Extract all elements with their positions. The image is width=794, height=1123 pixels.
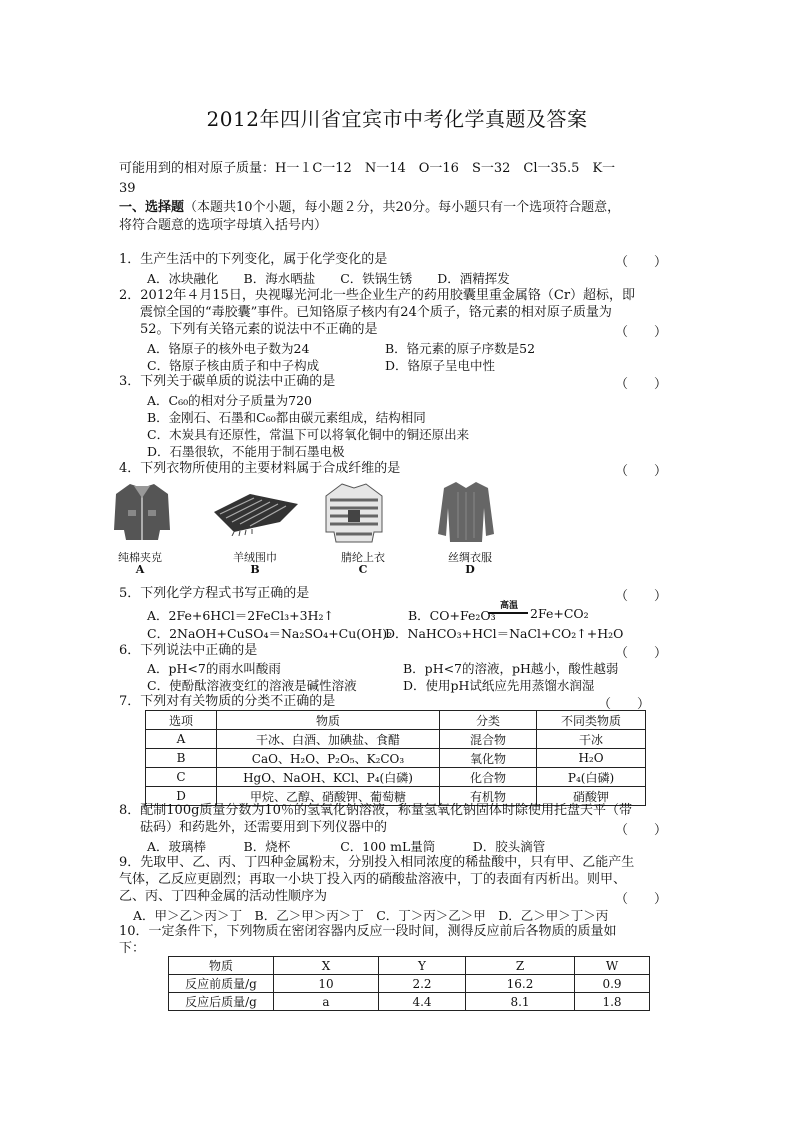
table-cell: 反应前质量/g <box>169 975 274 993</box>
table-header-cell: Z <box>466 957 575 975</box>
q5-option-b-right: 2Fe+CO₂ <box>530 606 589 621</box>
q7-answer-paren: （ ） <box>598 697 651 712</box>
table-cell: 1.8 <box>575 993 650 1011</box>
table-header-cell: W <box>575 957 650 975</box>
table-cell: 8.1 <box>466 993 575 1011</box>
q3-option-a: A．C₆₀的相对分子质量为720 <box>147 393 312 408</box>
q5-stem: 5．下列化学方程式书写正确的是 <box>119 586 310 601</box>
jacket-image <box>112 480 172 544</box>
q6-option-a: A．pH<7的雨水叫酸雨 <box>147 661 281 676</box>
q1-answer-paren: （ ） <box>615 255 668 270</box>
table-row <box>146 749 646 768</box>
table-cell: 16.2 <box>466 975 575 993</box>
q8-options: A．玻璃棒 B．烧杯 C．100 mL量筒 D．胶头滴管 <box>147 839 546 854</box>
table-cell: 干冰、白酒、加碘盐、食醋 <box>217 730 440 749</box>
q2-option-b: B．铬元素的原子序数是52 <box>385 341 536 356</box>
q4-caption-c: 腈纶上衣 <box>341 551 385 564</box>
q4-caption-d: 丝绸衣服 <box>448 551 492 564</box>
q9-line-1: 9．先取甲、乙、丙、丁四种金属粉末，分别投入相同浓度的稀盐酸中，只有甲、乙能产生 <box>119 855 635 870</box>
q8-line-2: 砝码）和药匙外，还需要用到下列仪器中的 <box>140 820 388 835</box>
table-cell: B <box>146 749 217 768</box>
table-cell: 4.4 <box>379 993 466 1011</box>
table-cell: 10 <box>274 975 379 993</box>
equation-equals-bar <box>488 612 528 614</box>
table-cell: P₄(白磷) <box>537 768 646 787</box>
atomic-mass-line-2: 39 <box>119 181 136 196</box>
table-cell: 甲烷、乙醇、硝酸钾、葡萄糖 <box>217 787 440 806</box>
q1-stem: 1．生产生活中的下列变化，属于化学变化的是 <box>119 252 388 267</box>
q2-answer-paren: （ ） <box>615 325 668 340</box>
section-title: 一、选择题 <box>119 200 185 215</box>
q2-line-3: 52。下列有关铬元素的说法中不正确的是 <box>140 322 378 337</box>
table-header-cell: Y <box>379 957 466 975</box>
section-desc-2: 将符合题意的选项字母填入括号内） <box>119 218 328 233</box>
table-cell: 反应后质量/g <box>169 993 274 1011</box>
table-header-cell: X <box>274 957 379 975</box>
table-header-row <box>146 711 646 730</box>
page-title: 2012年四川省宜宾市中考化学真题及答案 <box>206 107 588 131</box>
q4-letter-d: D <box>465 563 475 576</box>
table-cell: 化合物 <box>440 768 537 787</box>
q9-line-3: 乙、丙、丁四种金属的活动性顺序为 <box>119 889 328 904</box>
q2-line-2: 震惊全国的“毒胶囊”事件。已知铬原子核内有24个质子，铬元素的相对原子质量为 <box>140 305 612 320</box>
q6-answer-paren: （ ） <box>615 646 668 661</box>
q5-condition: 高温 <box>500 601 519 611</box>
table-header-cell: 物质 <box>217 711 440 730</box>
q8-answer-paren: （ ） <box>615 823 668 838</box>
q5-answer-paren: （ ） <box>615 589 668 604</box>
section-desc: （本题共10个小题，每小题２分，共20分。每小题只有一个选项符合题意， <box>184 200 621 215</box>
q6-option-c: C．使酚酞溶液变红的溶液是碱性溶液 <box>147 678 357 693</box>
q4-answer-paren: （ ） <box>615 464 668 479</box>
table-row <box>146 730 646 749</box>
q10-table <box>168 956 650 1011</box>
q5-option-d: D．NaHCO₃+HCl＝NaCl+CO₂↑+H₂O <box>385 626 624 641</box>
table-cell: 氧化物 <box>440 749 537 768</box>
table-cell: 硝酸钾 <box>537 787 646 806</box>
q6-option-d: D．使用pH试纸应先用蒸馏水润湿 <box>403 678 595 693</box>
q4-caption-a: 纯棉夹克 <box>118 551 162 564</box>
acrylic-sweater-image <box>322 480 386 544</box>
table-cell: HgO、NaOH、KCl、P₄(白磷) <box>217 768 440 787</box>
q4-letter-b: B <box>250 563 260 576</box>
q5-option-c: C．2NaOH+CuSO₄＝Na₂SO₄+Cu(OH)₂ <box>147 626 393 641</box>
table-cell: 干冰 <box>537 730 646 749</box>
table-header-cell: 选项 <box>146 711 217 730</box>
q4-letter-a: A <box>135 563 145 576</box>
table-header-cell: 分类 <box>440 711 537 730</box>
table-row <box>169 975 650 993</box>
table-cell: 有机物 <box>440 787 537 806</box>
table-cell: 2.2 <box>379 975 466 993</box>
q3-option-d: D．石墨很软，不能用于制石墨电极 <box>147 444 345 459</box>
table-cell: a <box>274 993 379 1011</box>
q7-stem: 7．下列对有关物质的分类不正确的是 <box>119 694 336 709</box>
table-cell: C <box>146 768 217 787</box>
table-cell: 混合物 <box>440 730 537 749</box>
q3-option-b: B．金刚石、石墨和C₆₀都由碳元素组成，结构相同 <box>147 410 426 425</box>
table-cell: A <box>146 730 217 749</box>
q1-options: A．冰块融化 B．海水晒盐 C．铁锅生锈 D．酒精挥发 <box>147 271 510 286</box>
table-cell: D <box>146 787 217 806</box>
q10-line-1: 10．一定条件下，下列物质在密闭容器内反应一段时间，测得反应前后各物质的质量如 <box>119 924 617 939</box>
q5-option-a: A．2Fe+6HCl＝2FeCl₃+3H₂↑ <box>147 608 334 623</box>
silk-dress-image <box>436 478 496 546</box>
q10-line-2: 下： <box>119 941 146 956</box>
scarf-image <box>210 490 302 536</box>
table-header-cell: 物质 <box>169 957 274 975</box>
q5-option-b-left: B．CO+Fe₂O₃ <box>408 608 496 623</box>
q3-option-c: C．木炭具有还原性，常温下可以将氧化铜中的铜还原出来 <box>147 427 470 442</box>
q2-option-d: D．铬原子呈电中性 <box>385 358 496 373</box>
q2-option-a: A．铬原子的核外电子数为24 <box>147 341 310 356</box>
table-cell: 0.9 <box>575 975 650 993</box>
q9-options: A．甲＞乙＞丙＞丁 B．乙＞甲＞丙＞丁 C．丁＞丙＞乙＞甲 D．乙＞甲＞丁＞丙 <box>133 908 609 923</box>
q9-line-2: 气体，乙反应更剧烈；再取一小块丁投入丙的硝酸盐溶液中，丁的表面有丙析出。则甲、 <box>119 872 627 887</box>
section-heading <box>119 199 620 216</box>
q3-stem: 3．下列关于碳单质的说法中正确的是 <box>119 374 336 389</box>
q8-line-1: 8．配制100g质量分数为10％的氢氧化钠溶液，称量氢氧化钠固体时除使用托盘天平（带 <box>119 803 632 818</box>
table-row <box>146 768 646 787</box>
q2-option-c: C．铬原子核由质子和中子构成 <box>147 358 320 373</box>
atomic-mass-line: 可能用到的相对原子质量：H一１C一12 N一14 O一16 S一32 Cl一35.5 K一 <box>119 161 616 176</box>
q4-letter-c: C <box>358 563 368 576</box>
q6-option-b: B．pH<7的溶液，pH越小，酸性越弱 <box>403 661 619 676</box>
table-header-cell: 不同类物质 <box>537 711 646 730</box>
q2-line-1: 2．2012年４月15日，央视曝光河北一些企业生产的药用胶囊里重金属铬（Cr）超标，即 <box>119 288 636 303</box>
q7-table <box>145 710 646 806</box>
q3-answer-paren: （ ） <box>615 377 668 392</box>
table-cell: H₂O <box>537 749 646 768</box>
q4-stem: 4．下列衣物所使用的主要材料属于合成纤维的是 <box>119 461 401 476</box>
q9-answer-paren: （ ） <box>615 892 668 907</box>
table-row <box>169 993 650 1011</box>
table-header-row <box>169 957 650 975</box>
q6-stem: 6．下列说法中正确的是 <box>119 643 258 658</box>
table-cell: CaO、H₂O、P₂O₅、K₂CO₃ <box>217 749 440 768</box>
q4-caption-b: 羊绒围巾 <box>233 551 277 564</box>
